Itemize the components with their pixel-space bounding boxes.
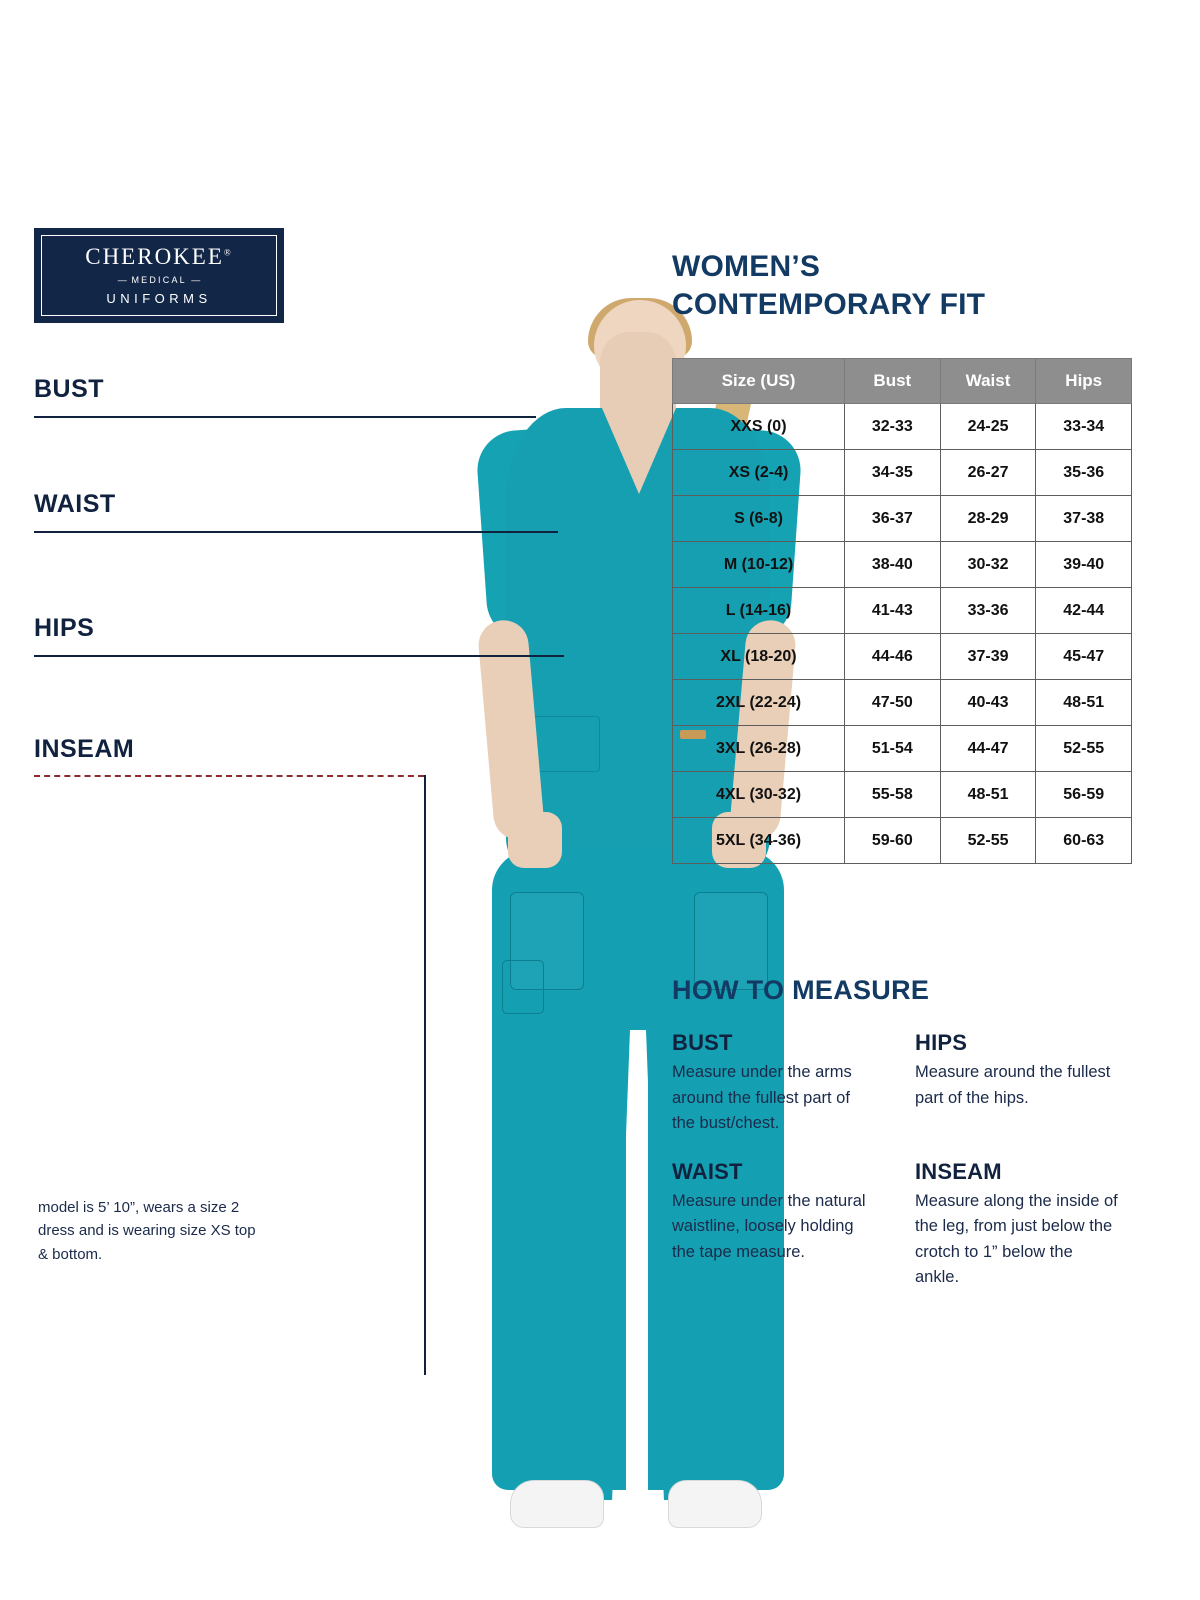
page-title-line1: WOMEN’S [672,250,821,283]
cell-size: 5XL (34-36) [673,818,845,864]
cell-hips: 33-34 [1036,404,1132,450]
how-to-measure-inseam-text: Measure along the inside of the leg, from just below the crotch to 1” below the ankle. [915,1191,1118,1287]
cell-size: 3XL (26-28) [673,726,845,772]
cell-waist: 48-51 [940,772,1036,818]
waist-measure-line [34,531,558,533]
how-to-measure-hips [915,1030,1132,1137]
cell-waist: 24-25 [940,404,1036,450]
table-row [673,542,1132,588]
table-row [673,772,1132,818]
table-row [673,496,1132,542]
size-chart-table [672,358,1132,864]
brand-subtitle: — MEDICAL — [117,275,201,285]
cell-hips: 37-38 [1036,496,1132,542]
cell-bust: 51-54 [845,726,941,772]
cell-waist: 28-29 [940,496,1036,542]
how-to-measure-bust-title: BUST [672,1030,733,1055]
cell-size: XS (2-4) [673,450,845,496]
how-to-measure-inseam [915,1159,1132,1291]
cell-hips: 35-36 [1036,450,1132,496]
cell-hips: 52-55 [1036,726,1132,772]
column-header-size: Size (US) [673,359,845,404]
how-to-measure-bust-text: Measure under the arms around the fullest part of the bust/chest. [672,1063,852,1133]
cell-hips: 39-40 [1036,542,1132,588]
cell-hips: 45-47 [1036,634,1132,680]
table-row [673,818,1132,864]
cell-bust: 55-58 [845,772,941,818]
cell-size: S (6-8) [673,496,845,542]
cell-size: L (14-16) [673,588,845,634]
cell-hips: 60-63 [1036,818,1132,864]
how-to-measure-waist [672,1159,915,1291]
cell-bust: 38-40 [845,542,941,588]
cell-hips: 56-59 [1036,772,1132,818]
cell-bust: 34-35 [845,450,941,496]
model-note: model is 5’ 10”, wears a size 2 dress and is wearing size XS top & bottom. [38,1199,256,1263]
how-to-measure-waist-title: WAIST [672,1158,743,1184]
table-row [673,404,1132,450]
table-row [673,450,1132,496]
model-hand-left [508,812,562,868]
cell-bust: 32-33 [845,404,941,450]
cell-size: 2XL (22-24) [673,680,845,726]
page-title-line2: CONTEMPORARY FIT [672,287,986,321]
how-to-measure-waist-text: Measure under the natural waistline, loosely holding the tape measure. [672,1191,866,1261]
cell-waist: 44-47 [940,726,1036,772]
inseam-label: INSEAM [34,735,135,763]
hips-label: HIPS [34,614,95,642]
cell-hips: 42-44 [1036,588,1132,634]
table-header-row [673,359,1132,404]
cell-size: XL (18-20) [673,634,845,680]
cell-waist: 40-43 [940,680,1036,726]
registered-mark: ® [223,247,233,258]
inseam-measure-line [34,775,424,777]
waist-label: WAIST [34,490,116,518]
model-photo [210,150,670,1450]
scrub-pants-cargo-pocket [502,960,544,1014]
how-to-measure-grid [672,1030,1132,1291]
how-to-measure-inseam-title: INSEAM [915,1158,1002,1184]
column-header-hips: Hips [1036,359,1132,404]
cell-size: 4XL (30-32) [673,772,845,818]
cell-bust: 36-37 [845,496,941,542]
cell-waist: 33-36 [940,588,1036,634]
cell-bust: 59-60 [845,818,941,864]
cell-waist: 52-55 [940,818,1036,864]
bust-label: BUST [34,375,105,403]
cell-bust: 41-43 [845,588,941,634]
brand-logo [34,228,284,323]
cell-bust: 44-46 [845,634,941,680]
model-shoe-right [668,1480,762,1528]
hips-measure-line [34,655,564,657]
cell-size: M (10-12) [673,542,845,588]
column-header-waist: Waist [940,359,1036,404]
cell-waist: 37-39 [940,634,1036,680]
cell-size: XXS (0) [673,404,845,450]
cell-waist: 30-32 [940,542,1036,588]
table-row [673,634,1132,680]
how-to-measure-bust [672,1030,915,1137]
bust-measure-line [34,416,536,418]
column-header-bust: Bust [845,359,941,404]
table-row [673,680,1132,726]
how-to-measure-hips-text: Measure around the fullest part of the hips. [915,1063,1111,1107]
cell-bust: 47-50 [845,680,941,726]
cell-hips: 48-51 [1036,680,1132,726]
pants-leg-gap [626,1030,648,1500]
inseam-vertical-line [424,775,426,1375]
brand-uniforms-label: UNIFORMS [106,291,212,306]
model-shoe-left [510,1480,604,1528]
table-row [673,588,1132,634]
table-row [673,726,1132,772]
cell-waist: 26-27 [940,450,1036,496]
how-to-measure-title: HOW TO MEASURE [672,975,930,1005]
page-title [672,248,1132,323]
brand-name: CHEROKEE® [85,244,233,269]
how-to-measure-hips-title: HIPS [915,1030,968,1055]
